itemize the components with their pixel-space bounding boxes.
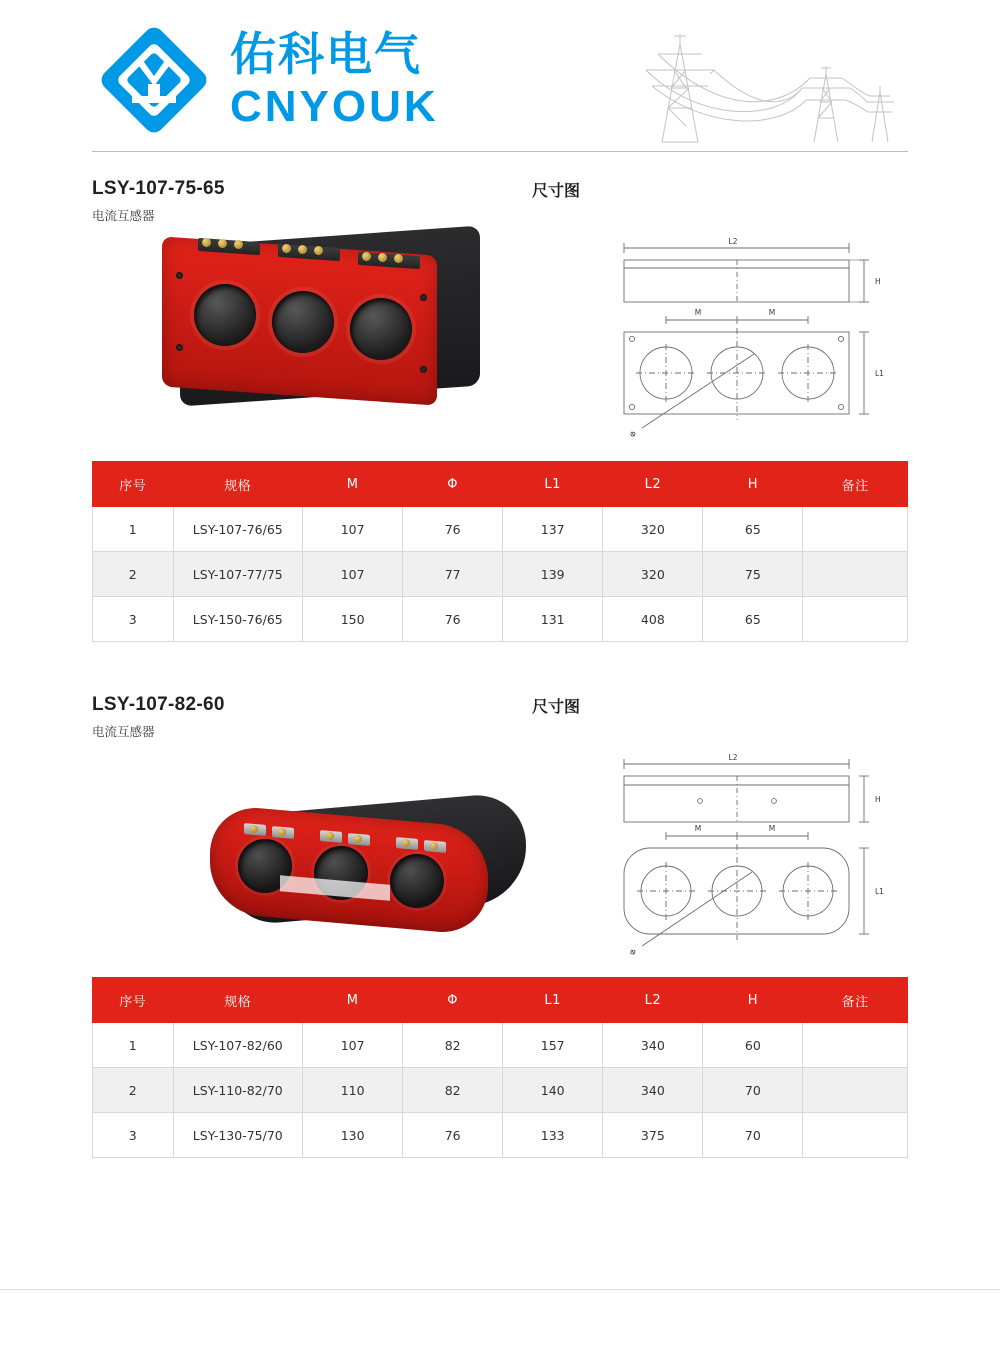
section-1-heading <box>92 178 908 232</box>
cell-m: 107 <box>303 507 403 552</box>
cell-phi: 76 <box>403 507 503 552</box>
table-row <box>93 597 908 642</box>
product-section-1 <box>0 178 1000 642</box>
drawing-label-l2-top: L2 <box>728 237 738 246</box>
current-transformer-three-window-icon <box>162 232 482 417</box>
brand-name-en: CNYOUK <box>230 82 439 131</box>
cell-l1: 131 <box>503 597 603 642</box>
section-2-body <box>92 748 908 963</box>
cell-m: 107 <box>303 552 403 597</box>
cell-index: 1 <box>93 1023 174 1068</box>
drawing-label-m-right: M <box>768 824 776 833</box>
brand-text <box>230 27 439 131</box>
th-remark: 备注 <box>803 978 908 1023</box>
product-section-2 <box>0 694 1000 1158</box>
section-1-drawing-label: 尺寸图 <box>532 181 581 200</box>
cell-l2: 340 <box>603 1023 703 1068</box>
cell-model: LSY-107-82/60 <box>173 1023 303 1068</box>
table-row <box>93 1068 908 1113</box>
page-header <box>0 0 1000 160</box>
drawing-label-m-left: M <box>694 824 702 833</box>
section-1-subtitle: 电流互感器 <box>92 208 155 223</box>
cell-h: 70 <box>703 1113 803 1158</box>
table-header-row <box>93 462 908 507</box>
th-h: H <box>703 462 803 507</box>
cell-index: 3 <box>93 597 174 642</box>
th-m: M <box>303 978 403 1023</box>
current-transformer-rounded-three-window-icon <box>150 744 540 989</box>
header-divider <box>92 151 908 152</box>
th-index: 序号 <box>93 978 174 1023</box>
cell-index: 2 <box>93 1068 174 1113</box>
cell-model: LSY-130-75/70 <box>173 1113 303 1158</box>
drawing-label-m-right: M <box>768 308 776 317</box>
drawing-label-m-left: M <box>694 308 702 317</box>
cell-h: 65 <box>703 597 803 642</box>
section-2-spec-table <box>92 977 908 1158</box>
cell-model: LSY-107-77/75 <box>173 552 303 597</box>
cell-l1: 140 <box>503 1068 603 1113</box>
section-1-spec-table <box>92 461 908 642</box>
drawing-label-l2-top: L2 <box>728 753 738 762</box>
section-1-dimension-drawing <box>592 232 912 447</box>
section-2-drawing-label: 尺寸图 <box>532 697 581 716</box>
cell-phi: 82 <box>403 1068 503 1113</box>
cell-m: 110 <box>303 1068 403 1113</box>
cell-model: LSY-150-76/65 <box>173 597 303 642</box>
cell-phi: 76 <box>403 597 503 642</box>
th-l2: L2 <box>603 978 703 1023</box>
cell-l1: 133 <box>503 1113 603 1158</box>
section-2-dimension-drawing <box>592 748 912 963</box>
cell-index: 3 <box>93 1113 174 1158</box>
drawing-label-phi: Φ <box>628 428 639 440</box>
cell-h: 70 <box>703 1068 803 1113</box>
section-2-subtitle: 电流互感器 <box>92 724 155 739</box>
cell-m: 130 <box>303 1113 403 1158</box>
th-l2: L2 <box>603 462 703 507</box>
cell-h: 65 <box>703 507 803 552</box>
cell-l2: 340 <box>603 1068 703 1113</box>
section-2-heading <box>92 694 908 748</box>
brand-name-cn: 佑科电气 <box>230 27 422 81</box>
cell-l1: 137 <box>503 507 603 552</box>
cell-m: 150 <box>303 597 403 642</box>
drawing-label-h: H <box>875 277 881 286</box>
diamond-logo-icon <box>92 18 216 142</box>
th-model: 规格 <box>173 978 303 1023</box>
cell-l2: 375 <box>603 1113 703 1158</box>
cell-remark <box>803 1068 908 1113</box>
th-index: 序号 <box>93 462 174 507</box>
footer-divider <box>0 1289 1000 1290</box>
cell-m: 107 <box>303 1023 403 1068</box>
cell-l2: 320 <box>603 507 703 552</box>
th-model: 规格 <box>173 462 303 507</box>
drawing-label-l1: L1 <box>875 369 884 378</box>
power-transmission-tower-icon <box>628 26 908 146</box>
section-1-body <box>92 232 908 447</box>
cell-l1: 157 <box>503 1023 603 1068</box>
cell-phi: 82 <box>403 1023 503 1068</box>
table-row <box>93 507 908 552</box>
cell-remark <box>803 507 908 552</box>
th-m: M <box>303 462 403 507</box>
drawing-label-h: H <box>875 795 881 804</box>
drawing-label-l1: L1 <box>875 887 884 896</box>
th-h: H <box>703 978 803 1023</box>
cell-l2: 408 <box>603 597 703 642</box>
cell-phi: 76 <box>403 1113 503 1158</box>
cell-h: 60 <box>703 1023 803 1068</box>
th-remark: 备注 <box>803 462 908 507</box>
table-row <box>93 1023 908 1068</box>
table-row <box>93 1113 908 1158</box>
th-l1: L1 <box>503 462 603 507</box>
drawing-label-phi: Φ <box>628 946 639 958</box>
cell-remark <box>803 1023 908 1068</box>
cell-model: LSY-107-76/65 <box>173 507 303 552</box>
cell-l2: 320 <box>603 552 703 597</box>
cell-remark <box>803 1113 908 1158</box>
brand-block <box>92 18 439 142</box>
section-1-title: LSY-107-75-65 <box>92 178 225 199</box>
cell-phi: 77 <box>403 552 503 597</box>
th-phi: Φ <box>403 978 503 1023</box>
table-row <box>93 552 908 597</box>
cell-index: 1 <box>93 507 174 552</box>
cell-remark <box>803 552 908 597</box>
cell-model: LSY-110-82/70 <box>173 1068 303 1113</box>
cell-remark <box>803 597 908 642</box>
th-l1: L1 <box>503 978 603 1023</box>
cell-l1: 139 <box>503 552 603 597</box>
th-phi: Φ <box>403 462 503 507</box>
cell-h: 75 <box>703 552 803 597</box>
cell-index: 2 <box>93 552 174 597</box>
section-2-title: LSY-107-82-60 <box>92 694 225 715</box>
